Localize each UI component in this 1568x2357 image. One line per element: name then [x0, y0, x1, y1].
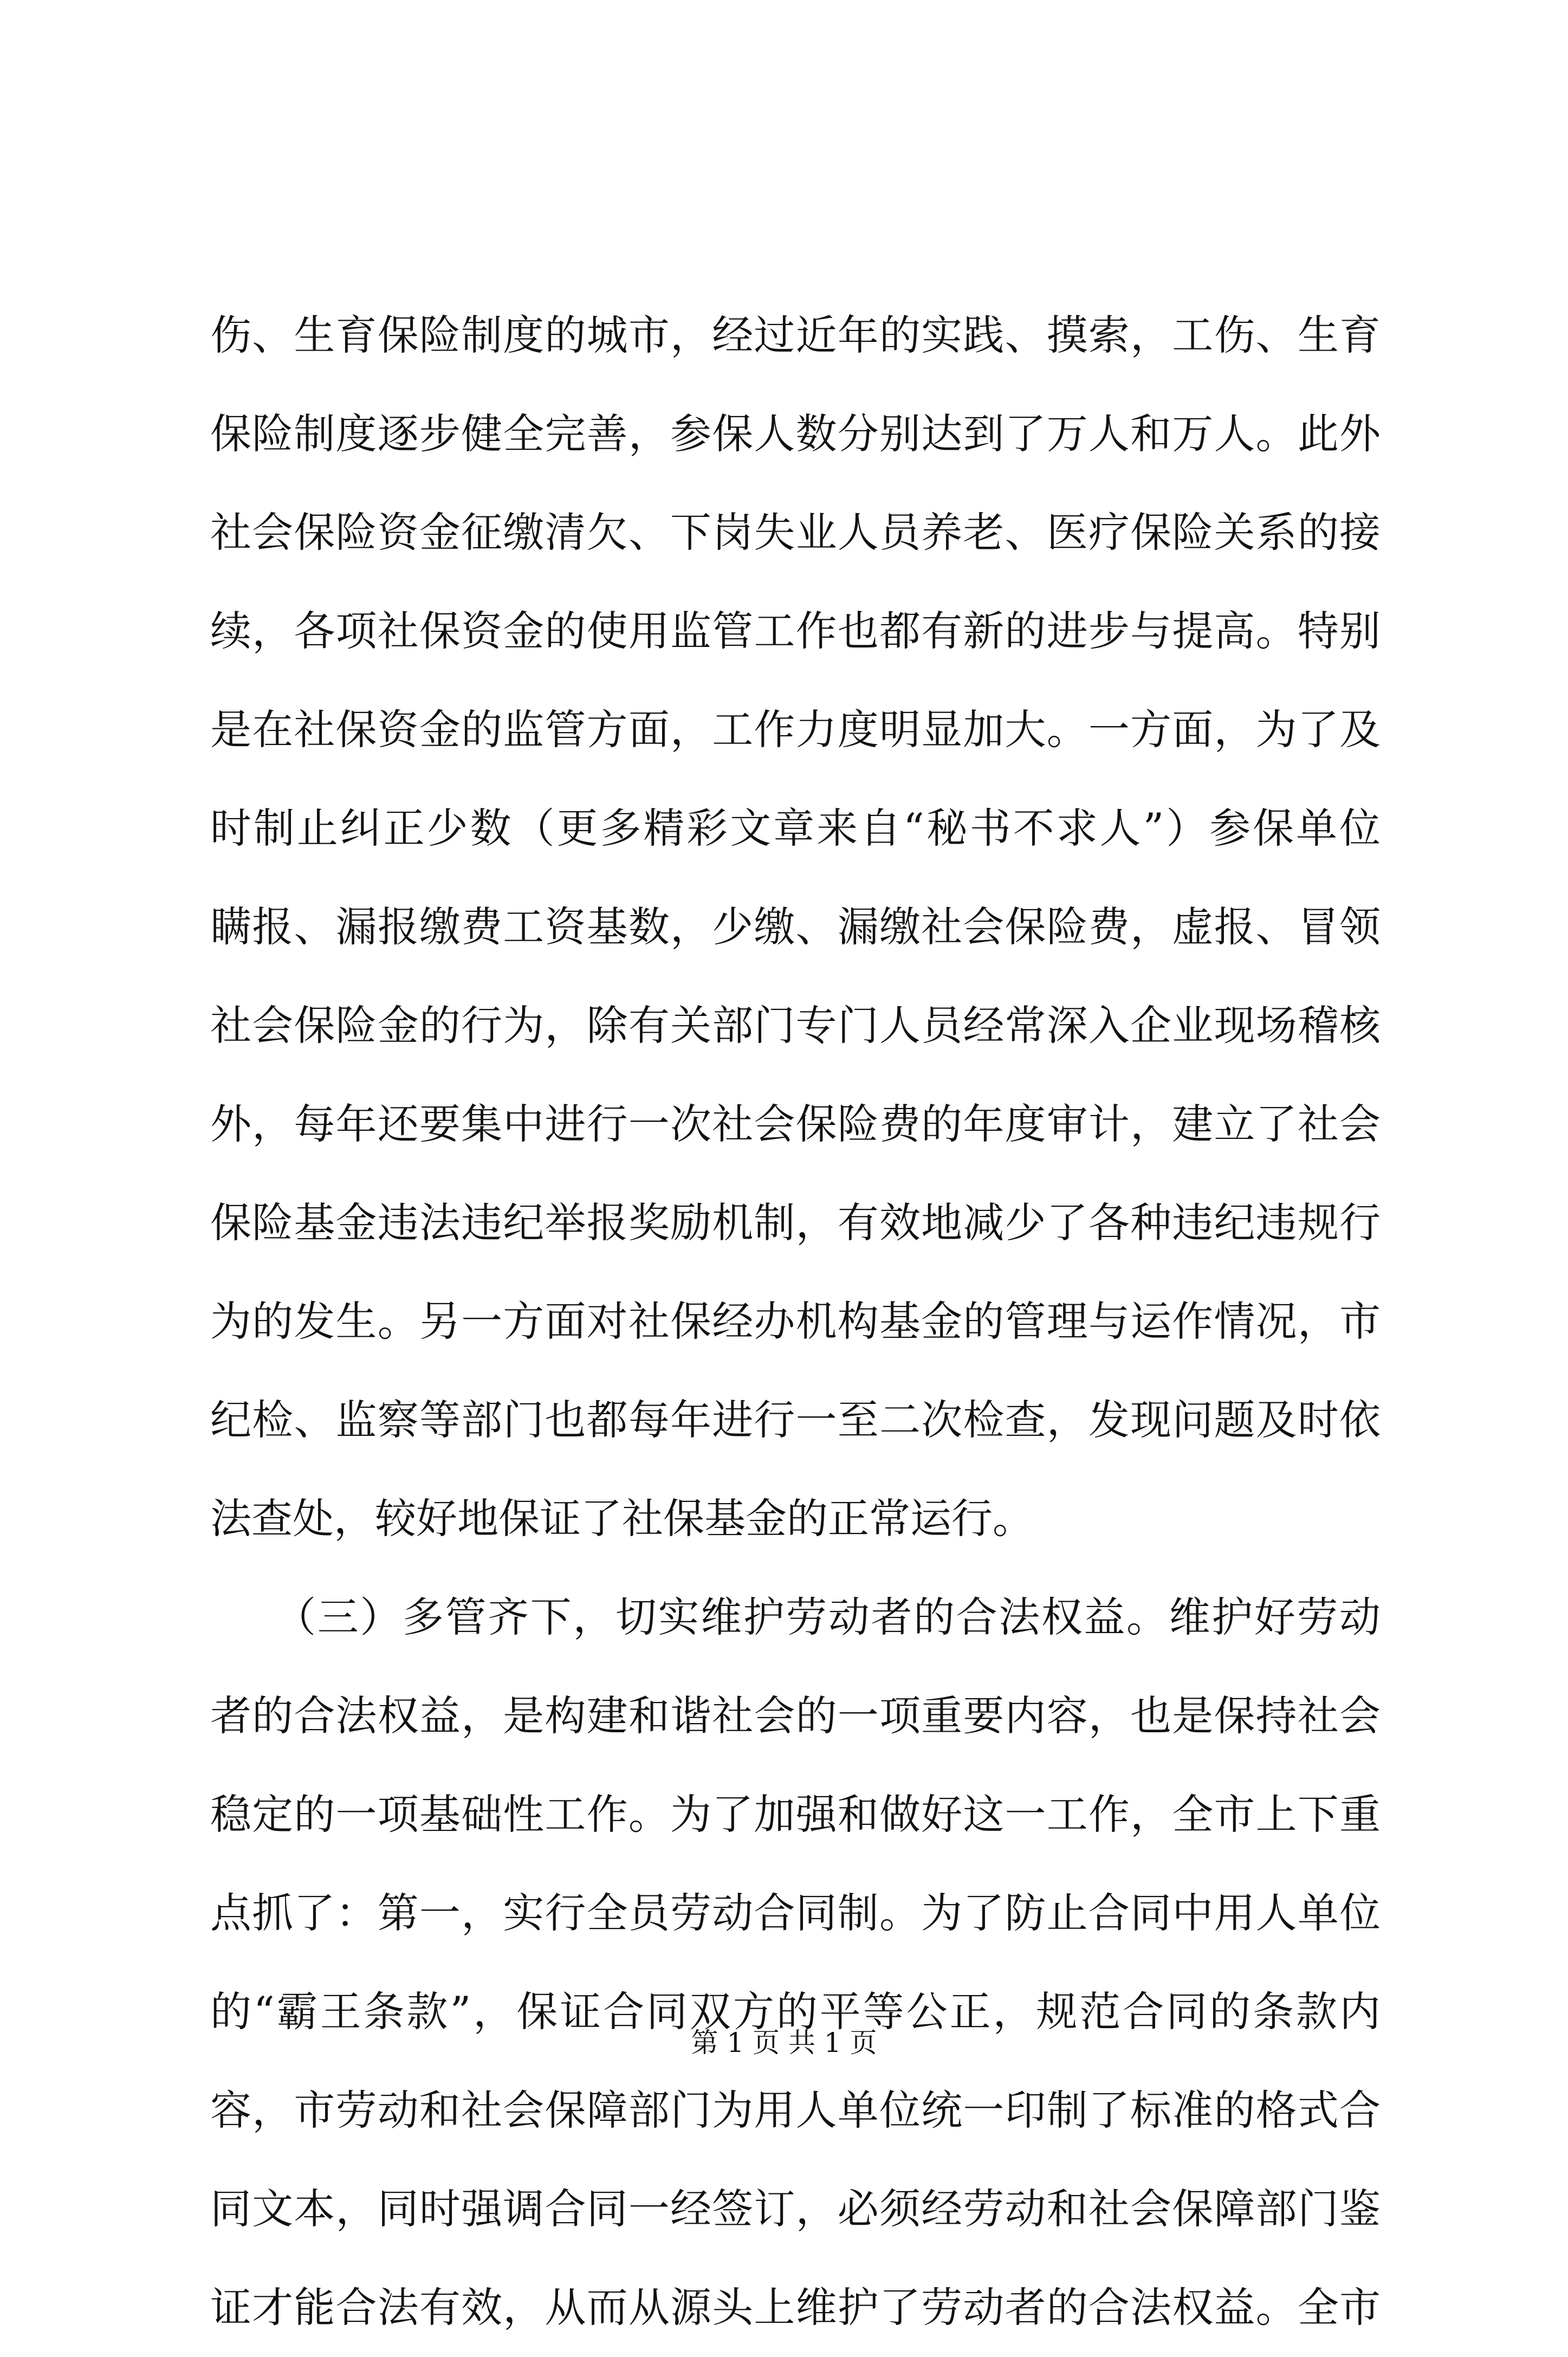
text-line: 为的发生。另一方面对社保经办机构基金的管理与运作情况，市	[210, 1297, 1381, 1345]
text-line: 伤、生育保险制度的城市，经过近年的实践、摸索，工伤、生育	[210, 311, 1381, 359]
text-line: 时制止纠正少数（更多精彩文章来自“秘书不求人”）参保单位	[210, 804, 1381, 852]
text-line: 者的合法权益，是构建和谐社会的一项重要内容，也是保持社会	[210, 1692, 1381, 1740]
text-line: 社会保险金的行为，除有关部门专门人员经常深入企业现场稽核	[210, 1001, 1381, 1050]
text-line: 容，市劳动和社会保障部门为用人单位统一印制了标准的格式合	[210, 2086, 1381, 2134]
text-line: 的“霸王条款”，保证合同双方的平等公正，规范合同的条款内	[210, 1987, 1381, 2036]
text-line: 同文本，同时强调合同一经签订，必须经劳动和社会保障部门鉴	[210, 2185, 1381, 2233]
text-line: 点抓了：第一，实行全员劳动合同制。为了防止合同中用人单位	[210, 1889, 1381, 1937]
page-number-footer: 第 1 页 共 1 页	[691, 2027, 877, 2058]
text-line: 外，每年还要集中进行一次社会保险费的年度审计，建立了社会	[210, 1100, 1381, 1148]
paragraph-end-line: 法查处，较好地保证了社保基金的正常运行。	[210, 1494, 1034, 1543]
text-line: 保险制度逐步健全完善，参保人数分别达到了万人和万人。此外	[210, 410, 1381, 458]
text-line: 瞒报、漏报缴费工资基数，少缴、漏缴社会保险费，虚报、冒领	[210, 903, 1381, 951]
text-line: 稳定的一项基础性工作。为了加强和做好这一工作，全市上下重	[210, 1790, 1381, 1838]
paragraph-start-line: （三）多管齐下，切实维护劳动者的合法权益。维护好劳动	[210, 1593, 1381, 1641]
text-line: 保险基金违法违纪举报奖励机制，有效地减少了各种违纪违规行	[210, 1199, 1381, 1247]
text-line: 社会保险资金征缴清欠、下岗失业人员养老、医疗保险关系的接	[210, 508, 1381, 556]
text-line: 是在社保资金的监管方面，工作力度明显加大。一方面，为了及	[210, 705, 1381, 754]
text-line: 纪检、监察等部门也都每年进行一至二次检查，发现问题及时依	[210, 1396, 1381, 1444]
text-line: 续，各项社保资金的使用监管工作也都有新的进步与提高。特别	[210, 607, 1381, 655]
text-line: 证才能合法有效，从而从源头上维护了劳动者的合法权益。全市	[210, 2283, 1381, 2332]
